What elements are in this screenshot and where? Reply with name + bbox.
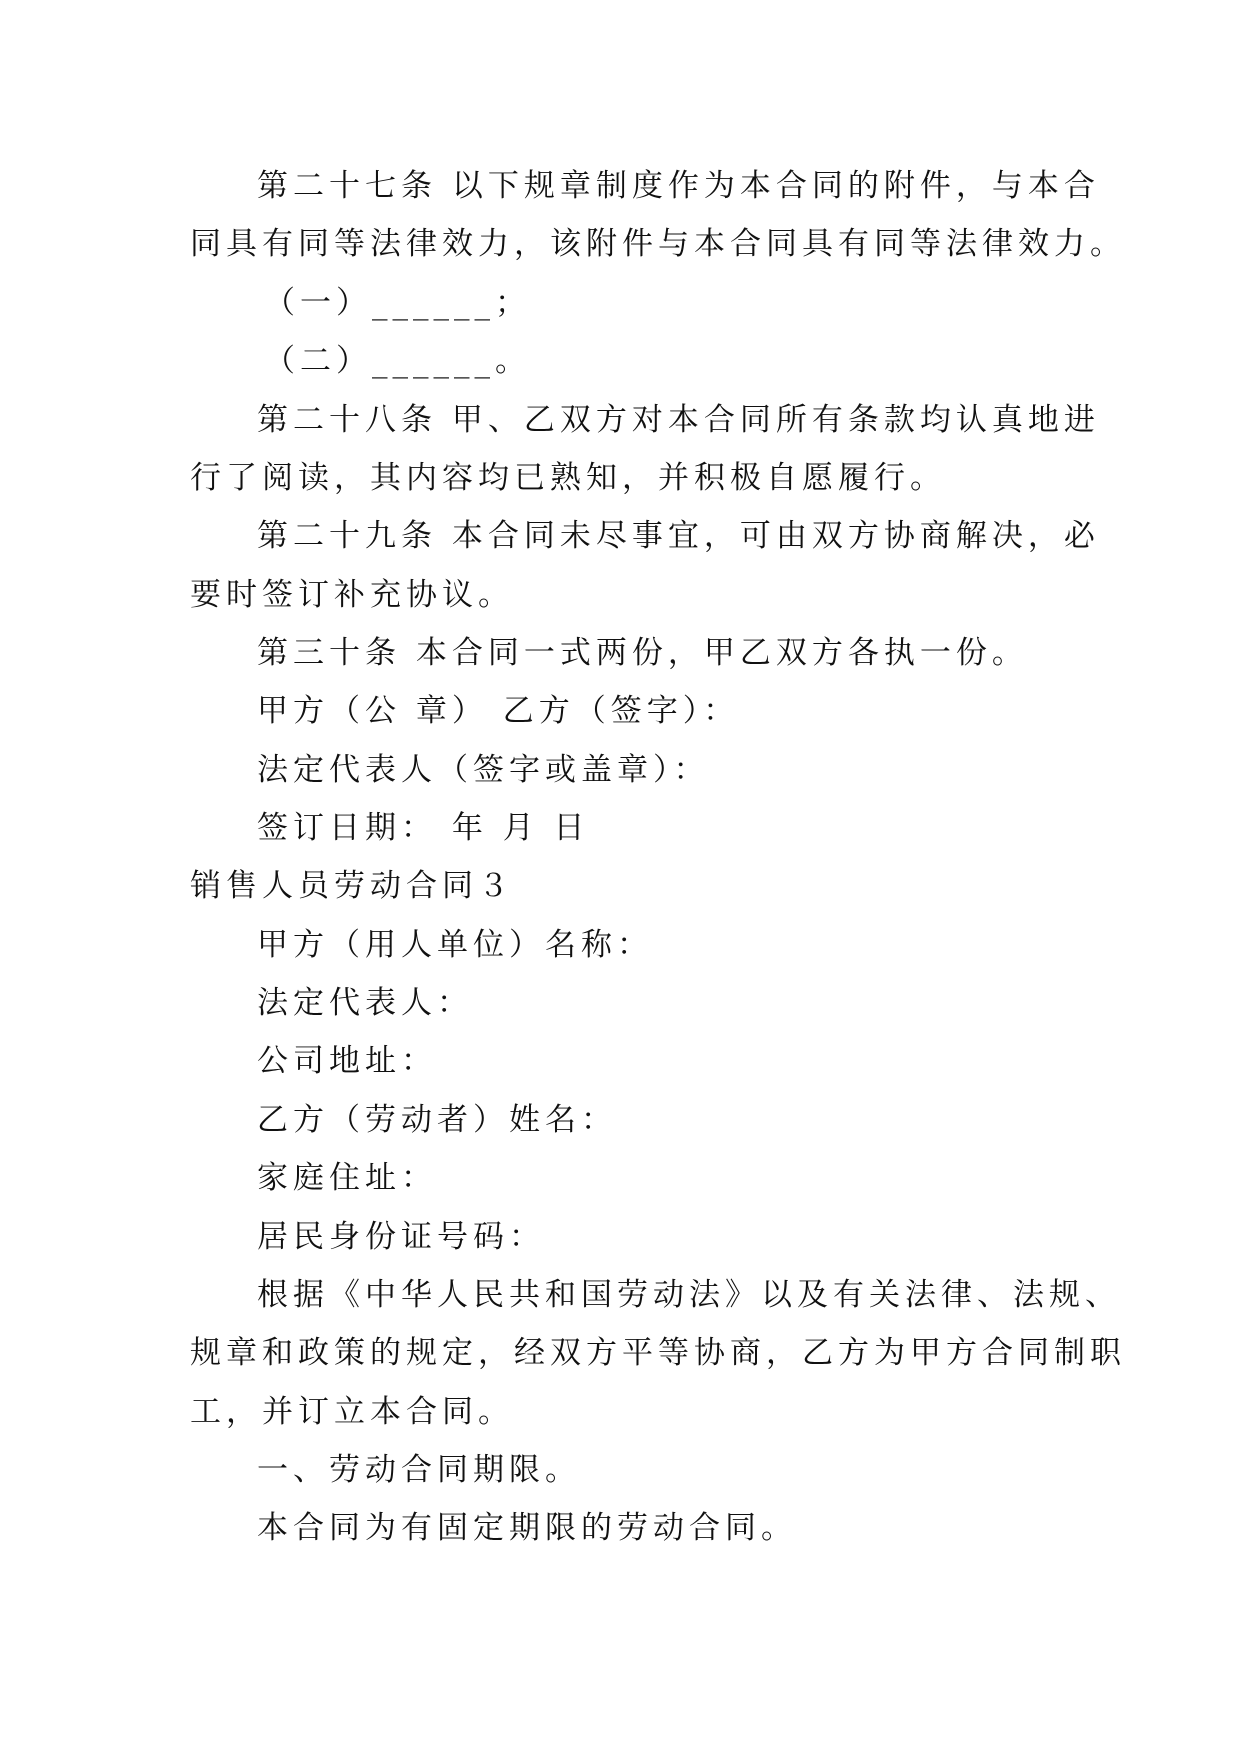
article-30-line: 第三十条 本合同一式两份，甲乙双方各执一份。	[257, 635, 1028, 671]
contract-term-heading: 一、劳动合同期限。	[257, 1452, 581, 1488]
signing-date-line: 签订日期： 年 月 日	[257, 810, 590, 846]
article-29-line-2: 要时签订补充协议。	[190, 577, 514, 613]
basis-paragraph-line-1: 根据《中华人民共和国劳动法》以及有关法律、法规、	[257, 1277, 1121, 1313]
legal-representative-line: 法定代表人：	[257, 985, 473, 1021]
article-28-line-2: 行了阅读，其内容均已熟知，并积极自愿履行。	[190, 460, 946, 496]
id-number-line: 居民身份证号码：	[257, 1219, 545, 1255]
article-29-line-1: 第二十九条 本合同未尽事宜，可由双方协商解决，必	[257, 518, 1100, 554]
attachment-item-1: （一）______；	[264, 285, 531, 321]
legal-representative-signature-line: 法定代表人（签字或盖章）：	[257, 752, 710, 788]
article-28-line-1: 第二十八条 甲、乙双方对本合同所有条款均认真地进	[257, 402, 1100, 438]
basis-paragraph-line-3: 工，并订立本合同。	[190, 1394, 514, 1430]
article-27-line-1: 第二十七条 以下规章制度作为本合同的附件，与本合	[257, 168, 1100, 204]
home-address-line: 家庭住址：	[257, 1160, 437, 1196]
party-b-name-line: 乙方（劳动者）姓名：	[257, 1102, 617, 1138]
party-a-name-line: 甲方（用人单位）名称：	[257, 927, 653, 963]
company-address-line: 公司地址：	[257, 1043, 437, 1079]
basis-paragraph-line-2: 规章和政策的规定，经双方平等协商，乙方为甲方合同制职	[190, 1335, 1126, 1371]
attachment-item-2: （二）______。	[264, 343, 531, 379]
party-signatures-line: 甲方（公 章） 乙方（签字）：	[257, 693, 740, 729]
article-27-line-2: 同具有同等法律效力，该附件与本合同具有同等法律效力。	[190, 226, 1126, 262]
section-title-contract-3: 销售人员劳动合同３	[190, 868, 514, 904]
contract-term-text: 本合同为有固定期限的劳动合同。	[257, 1510, 797, 1546]
